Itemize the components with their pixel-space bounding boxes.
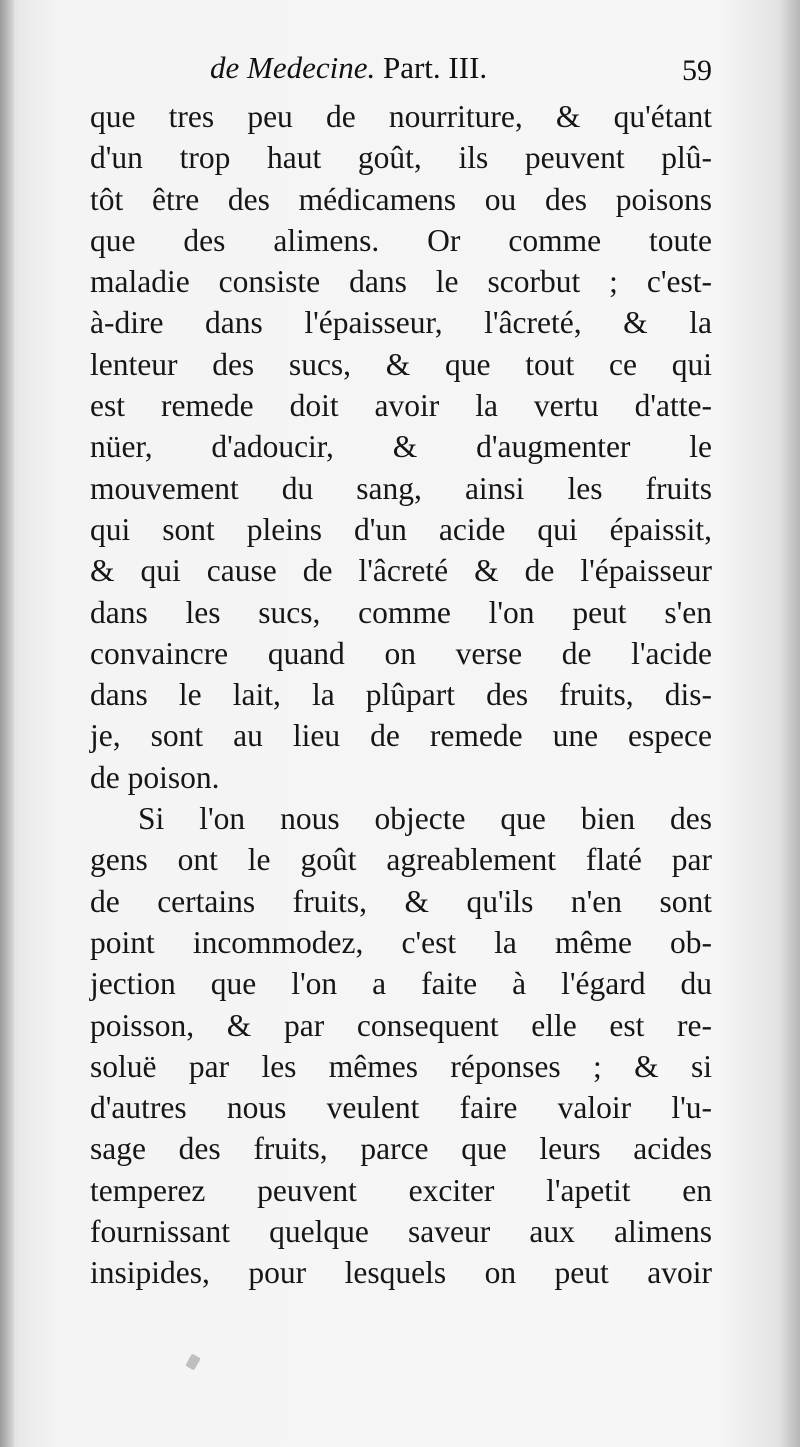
page-edge-shadow: [778, 0, 800, 1447]
page-number: 59: [682, 54, 712, 87]
text-line: nüer, d'adoucir, & d'augmenter le: [90, 429, 712, 465]
text-line: & qui cause de l'âcreté & de l'épaisseur: [90, 553, 712, 589]
text-line: que des alimens. Or comme toute: [90, 222, 712, 258]
text-line: mouvement du sang, ainsi les fruits: [90, 470, 712, 506]
text-line: lenteur des sucs, & que tout ce qui: [90, 346, 712, 382]
running-title-italic: de Medecine.: [210, 50, 376, 85]
text-body: [90, 96, 712, 1294]
text-line: je, sont au lieu de remede une espece: [90, 718, 712, 754]
text-line: sage des fruits, parce que leurs acides: [90, 1131, 712, 1167]
text-line: dans le lait, la plûpart des fruits, dis-: [90, 677, 712, 713]
text-line: fournissant quelque saveur aux alimens: [90, 1214, 712, 1250]
text-line: dans les sucs, comme l'on peut s'en: [90, 594, 712, 630]
text-line: de certains fruits, & qu'ils n'en sont: [90, 883, 712, 919]
paragraph-1: [90, 96, 712, 798]
text-line: temperez peuvent exciter l'apetit en: [90, 1172, 712, 1208]
running-title-part: Part. III.: [375, 50, 488, 85]
text-line: tôt être des médicamens ou des poisons: [90, 181, 712, 217]
text-line: est remede doit avoir la vertu d'atte-: [90, 388, 712, 424]
text-line: Si l'on nous objecte que bien des: [138, 801, 712, 837]
paragraph-2: [90, 798, 712, 1294]
text-line: que tres peu de nourriture, & qu'étant: [90, 99, 712, 134]
text-line: maladie consiste dans le scorbut ; c'est-: [90, 264, 712, 300]
text-line: à-dire dans l'épaisseur, l'âcreté, & la: [90, 305, 712, 341]
text-line: insipides, pour lesquels on peut avoir: [90, 1255, 712, 1291]
ink-smudge: [185, 1353, 201, 1370]
text-line: d'autres nous veulent faire valoir l'u-: [90, 1090, 712, 1126]
text-line: convaincre quand on verse de l'acide: [90, 635, 712, 671]
page-header: [90, 50, 712, 94]
text-line: point incommodez, c'est la même ob-: [90, 924, 712, 960]
text-line: d'un trop haut goût, ils peuvent plû-: [90, 140, 712, 176]
text-line: soluë par les mêmes réponses ; & si: [90, 1048, 712, 1084]
page-gutter-shadow: [0, 0, 14, 1447]
text-line: de poison.: [90, 759, 220, 795]
text-line: jection que l'on a faite à l'égard du: [90, 966, 712, 1002]
running-head: [210, 50, 487, 86]
text-line: gens ont le goût agreablement flaté par: [90, 842, 712, 878]
text-line: poisson, & par consequent elle est re-: [90, 1007, 712, 1043]
text-line: qui sont pleins d'un acide qui épaissit,: [90, 511, 712, 547]
